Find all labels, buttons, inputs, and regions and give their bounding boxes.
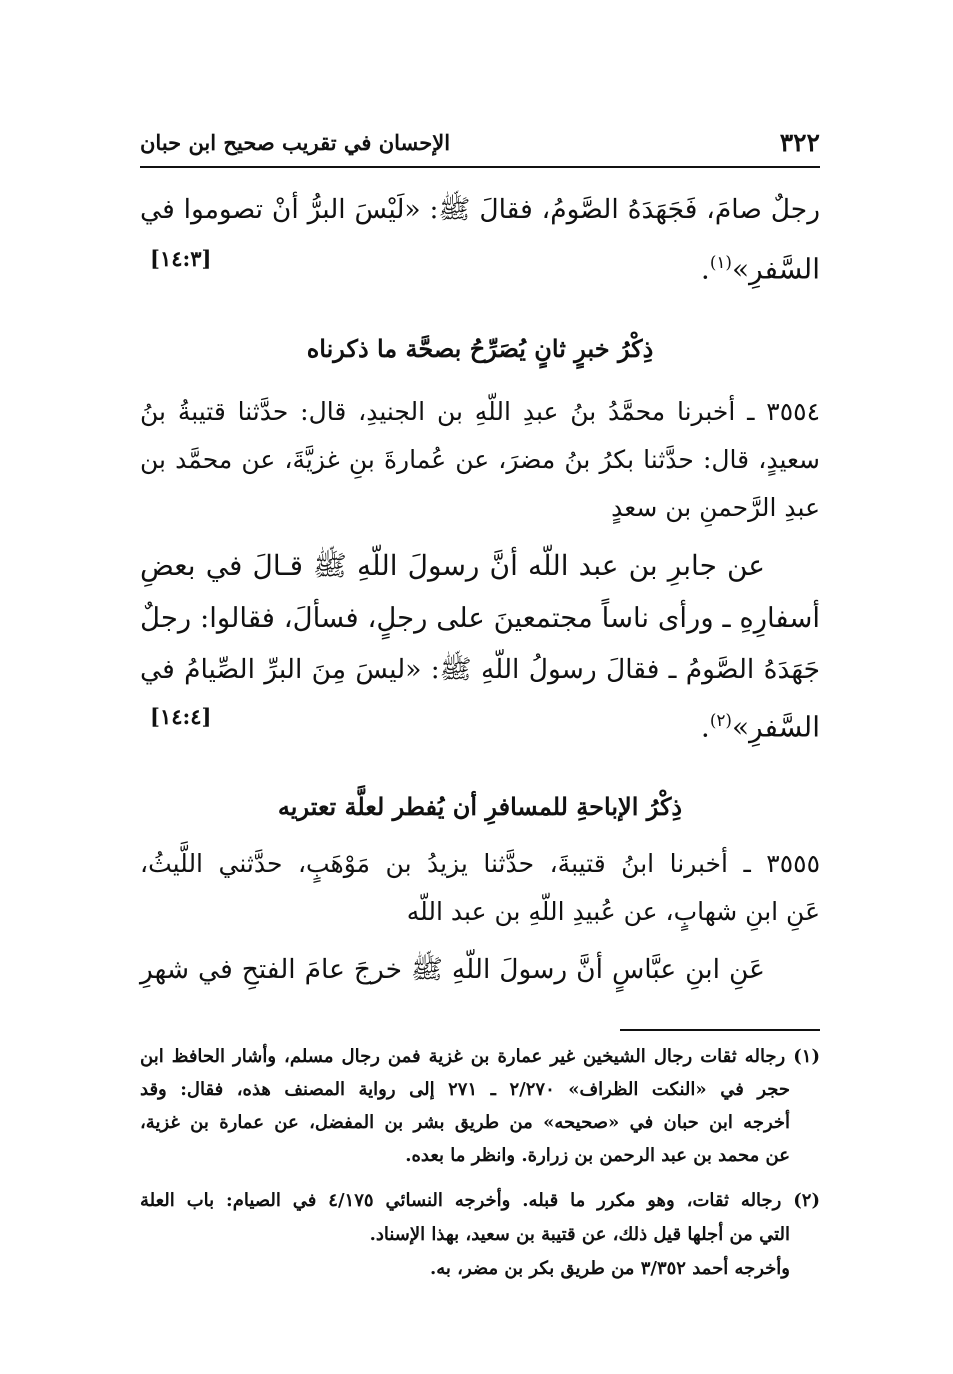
- isnad-line: ٣٥٥٤ ـ أخبرنا محمَّدُ بنُ عبدِ اللّهِ بن الجنيدِ، قال: حدَّثنا قتيبةُ بنُ: [140, 397, 820, 426]
- text-fragment: السَّفرِ»: [731, 710, 820, 744]
- page-number: ٣٢٢: [779, 128, 820, 157]
- footnote-line: حجر في «النكت الظراف» ٢/٢٧٠ ـ ٢٧١ إلى رواية المصنف هذه، فقال: وقد: [140, 1079, 791, 1100]
- footnote-line: عن محمد بن عبد الرحمن بن زرارة. وانظر ما بعده.: [405, 1145, 790, 1166]
- section-heading: ذِكْرُ الإباحةِ للمسافرِ أن يُفطر لعلَّة تعتريه: [277, 792, 683, 821]
- matn-line: عن جابرِ بن عبد اللّه أنَّ رسولَ اللّهِ ﷺ قـالَ في بعضِ: [140, 549, 765, 582]
- footnote-marker: (٢): [709, 710, 732, 730]
- hadith-reference: [١٤:٤]: [150, 704, 212, 729]
- matn-line: [560, 700, 820, 747]
- footnote-line: التي من أجلها قيل ذلك، عن قتيبة بن سعيد، بهذا الإسناد.: [369, 1224, 790, 1245]
- text-fragment: .: [700, 710, 710, 744]
- isnad-line: سعيدٍ، قال: حدَّثنا بكرُ بنُ مضرَ، عن عُمارةَ بنِ غزيَّةَ، عن محمَّد بن: [140, 445, 820, 474]
- hadith-reference: [١٤:٣]: [150, 246, 212, 271]
- text-line: [560, 242, 820, 289]
- footnote-line: (٢) رجاله ثقات، وهو مكرر ما قبله. وأخرجه النسائي ٤/١٧٥ في الصيام: باب العلة: [140, 1190, 820, 1211]
- footnote-rule: [620, 1029, 820, 1031]
- running-title: الإحسان في تقريب صحيح ابن حبان: [140, 130, 451, 155]
- text-fragment: السَّفرِ»: [731, 252, 820, 286]
- footnote-line: أخرجه ابن حبان في «صحيحه» من طريق بشر بن المفضل، عن عمارة بن غزية،: [140, 1112, 790, 1133]
- matn-line: عَنِ ابنِ عبَّاسٍ أنَّ رسولَ اللّهِ ﷺ خرجَ عامَ الفتحِ في شهرِ: [140, 954, 765, 985]
- text-fragment: .: [700, 252, 710, 286]
- footnote-line: وأخرجه أحمد ٣/٣٥٢ من طريق بكر بن مضر، به.: [429, 1258, 790, 1279]
- isnad-line: ٣٥٥٥ ـ أخبرنا ابنُ قتيبةَ، حدَّثنا يزيدُ بن مَوْهَبٍ، حدَّثني اللَّيثُ،: [140, 849, 820, 878]
- isnad-line: عَنِ ابنِ شهابٍ، عن عُبيدِ اللّهِ بن عبد اللّه: [406, 897, 820, 926]
- matn-line: أسفارِهِ ـ ورأى ناساً مجتمعينَ على رجلٍ، فسألَ، فقالوا: رجلٌ: [140, 602, 820, 634]
- footnote-line: (١) رجاله ثقات رجال الشيخين غير عمارة بن غزية فمن رجال مسلم، وأشار الحافظ ابن: [140, 1046, 820, 1067]
- section-heading: ذِكْرُ خبرٍ ثانٍ يُصَرِّحُ بصحَّة ما ذكرناه: [306, 334, 654, 363]
- header-rule: [140, 166, 820, 168]
- isnad-line: عبدِ الرَّحمنِ بن سعدٍ: [611, 493, 820, 522]
- matn-line: جَهَدَهُ الصَّومُ ـ فقالَ رسولُ اللّهِ ﷺ: «ليسَ مِنَ البرِّ الصِّيامُ في: [140, 654, 820, 685]
- text-line: رجلٌ صامَ، فَجَهَدَهُ الصَّومُ، فقالَ ﷺ: «لَيْسَ البرُّ أنْ تصوموا في: [140, 194, 820, 225]
- footnote-marker: (١): [709, 252, 732, 272]
